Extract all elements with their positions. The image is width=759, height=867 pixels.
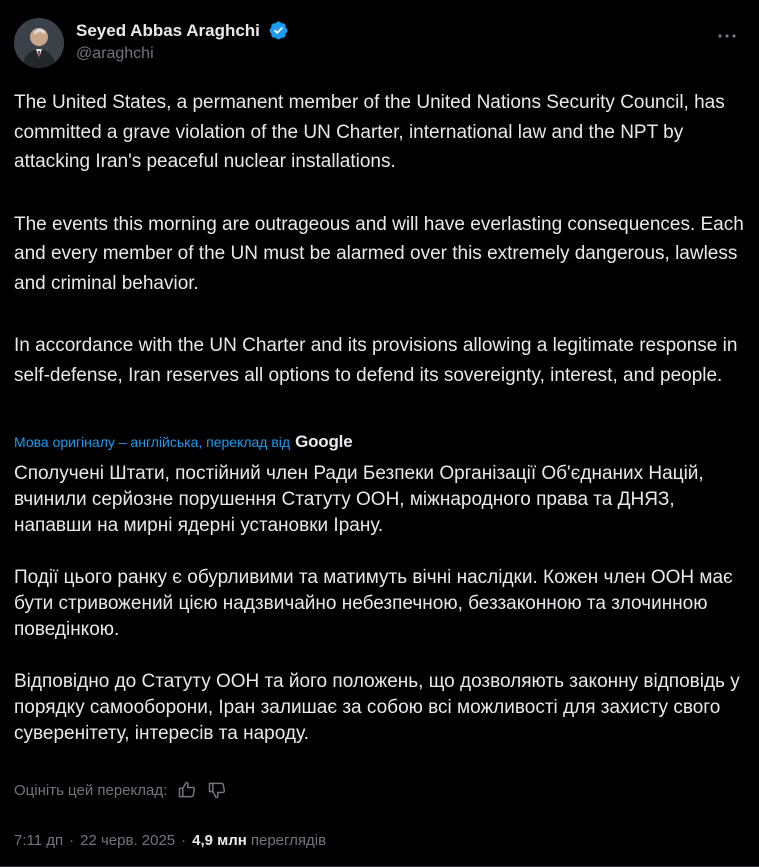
thumbs-down-icon[interactable] [207, 780, 227, 800]
thumbs-up-icon[interactable] [177, 780, 197, 800]
views-label: переглядів [250, 831, 327, 849]
tweet-date[interactable]: 22 черв. 2025 [80, 831, 176, 849]
avatar-image [14, 18, 64, 68]
tweet-paragraph: In accordance with the UN Charter and its provisions allowing a legitimate response in self-defense, Iran reserves all options to defend its sovereignty, interest, and people. [14, 335, 738, 386]
google-logo: Google [295, 432, 353, 451]
verified-badge-icon[interactable] [268, 20, 289, 41]
translation-source-link[interactable]: Мова оригіналу – англійська, переклад від [14, 434, 291, 450]
tweet-meta [14, 828, 326, 852]
translated-paragraph: Відповідно до Статуту ООН та його положень, що дозволяють законну відповідь у порядку самооборони, Іран залишає за собою всі можливості для захисту свого суверенітету, інтересів та народу. [14, 671, 740, 744]
author-handle[interactable]: @araghchi [76, 45, 154, 62]
tweet-text [14, 88, 745, 390]
tweet-header [14, 16, 745, 72]
translated-paragraph: Сполучені Штати, постійний член Ради Безпеки Організації Об'єднаних Націй, вчинили серйозне порушення Статуту ООН, міжнародного права та ДНЯЗ, напавши на мирні ядерні установки Ірану. [14, 463, 704, 536]
meta-separator: · [181, 831, 187, 849]
tweet-paragraph: The events this morning are outrageous and will have everlasting consequences. Each and every member of the UN must be alarmed over this extremely dangerous, lawless and criminal behavior. [14, 213, 744, 294]
avatar[interactable] [14, 18, 64, 68]
translated-text [14, 461, 745, 747]
more-options-icon[interactable] [715, 24, 739, 48]
meta-separator: · [69, 831, 75, 849]
translation-attribution [14, 430, 352, 454]
views-count: 4,9 млн [192, 831, 247, 849]
tweet-time[interactable]: 7:11 дп [14, 831, 64, 849]
author-name-block [76, 20, 289, 63]
tweet-paragraph: The United States, a permanent member of the United Nations Security Council, has committed a grave violation of the UN Charter, international law and the NPT by attacking Iran's peaceful nuclear installations. [14, 92, 725, 172]
rate-translation-row [14, 777, 227, 803]
rate-translation-label: Оцініть цей переклад: [14, 781, 168, 799]
translated-paragraph: Події цього ранку є обурливими та матимуть вічні наслідки. Кожен член ООН має бути стривожений цією надзвичайно небезпечною, беззаконною та злочинною поведінкою. [14, 567, 733, 640]
author-display-name[interactable]: Seyed Abbas Araghchi [76, 20, 260, 40]
